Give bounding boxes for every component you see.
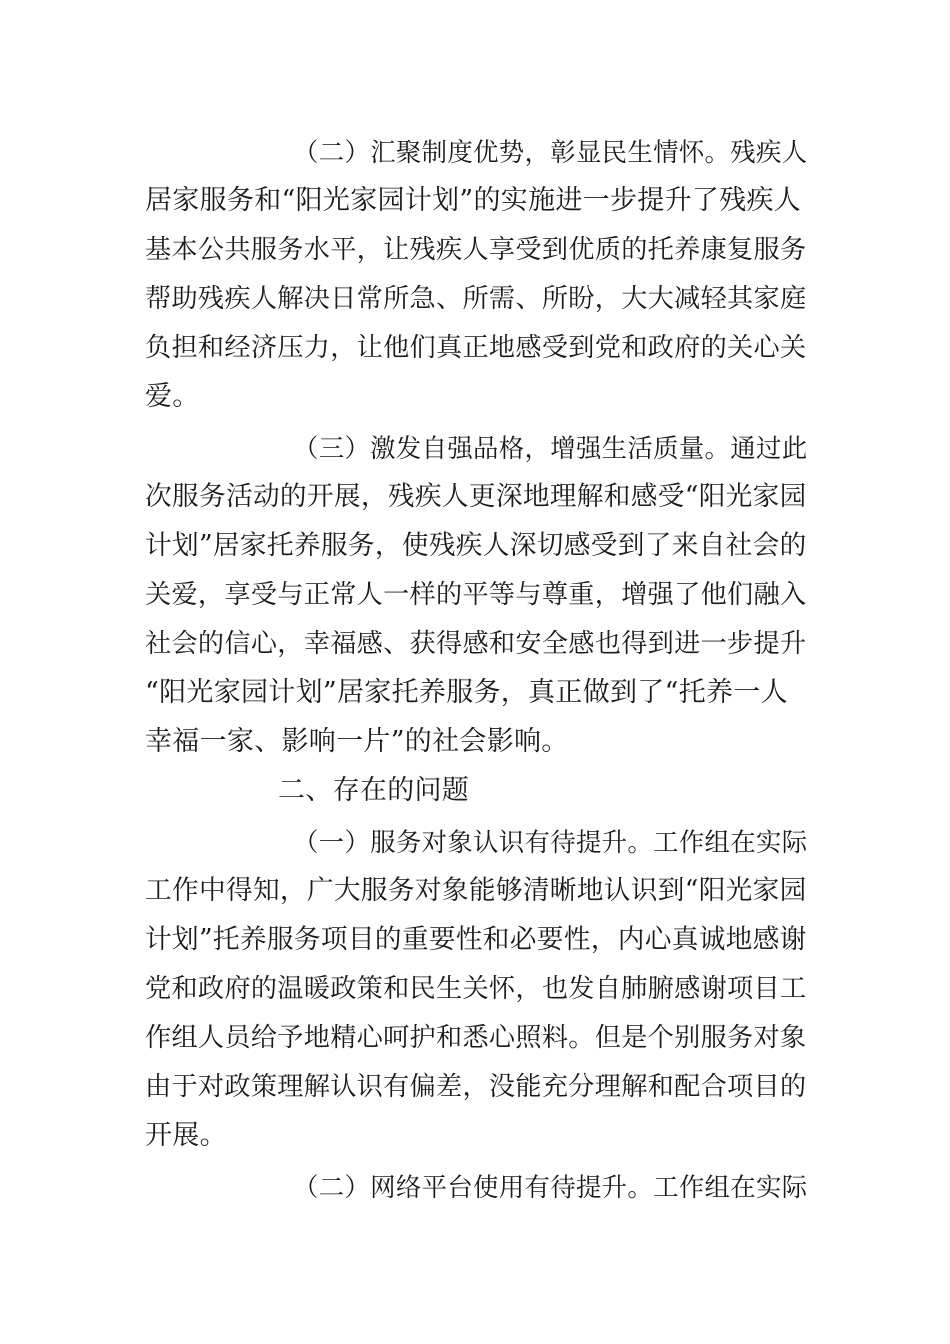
paragraph-line: 次服务活动的开展，残疾人更深地理解和感受“阳光家园	[145, 481, 807, 512]
paragraph-line: （二）汇聚制度优势，彰显民生情怀。残疾人	[293, 137, 808, 167]
paragraph-line: 居家服务和“阳光家园计划”的实施进一步提升了残疾人	[145, 185, 802, 216]
paragraph-line: （一）服务对象认识有待提升。工作组在实际	[293, 827, 808, 857]
paragraph-line: 由于对政策理解认识有偏差，没能充分理解和配合项目的	[145, 1072, 807, 1102]
paragraph-line: 帮助残疾人解决日常所急、所需、所盼，大大减轻其家庭	[145, 284, 807, 314]
paragraph-line: 开展。	[145, 1120, 227, 1151]
paragraph-line: 计划”托养服务项目的重要性和必要性，内心真诚地感谢	[145, 924, 807, 955]
paragraph-line: 基本公共服务水平，让残疾人享受到优质的托养康复服务	[145, 235, 807, 265]
paragraph-line: （三）激发自强品格，增强生活质量。通过此	[293, 433, 808, 463]
section-heading: 二、存在的问题	[278, 775, 470, 806]
paragraph-line: 社会的信心，幸福感、获得感和安全感也得到进一步提升	[145, 629, 807, 659]
paragraph-line: 负担和经济压力，让他们真正地感受到党和政府的关心关	[145, 333, 807, 363]
paragraph-line: 作组人员给予地精心呵护和悉心照料。但是个别服务对象	[145, 1023, 807, 1053]
paragraph-line: （二）网络平台使用有待提升。工作组在实际	[293, 1172, 808, 1202]
paragraph-line: 关爱，享受与正常人一样的平等与尊重，增强了他们融入	[145, 580, 807, 610]
paragraph-line: “阳光家园计划”居家托养服务，真正做到了“托养一人	[145, 677, 788, 708]
paragraph-line: 工作中得知，广大服务对象能够清晰地认识到“阳光家园	[145, 875, 807, 906]
paragraph-line: 爱。	[145, 381, 200, 412]
paragraph-line: 幸福一家、影响一片”的社会影响。	[145, 726, 569, 757]
paragraph-line: 党和政府的温暖政策和民生关怀，也发自肺腑感谢项目工	[145, 974, 807, 1004]
paragraph-line: 计划”居家托养服务，使残疾人深切感受到了来自社会的	[145, 530, 807, 561]
